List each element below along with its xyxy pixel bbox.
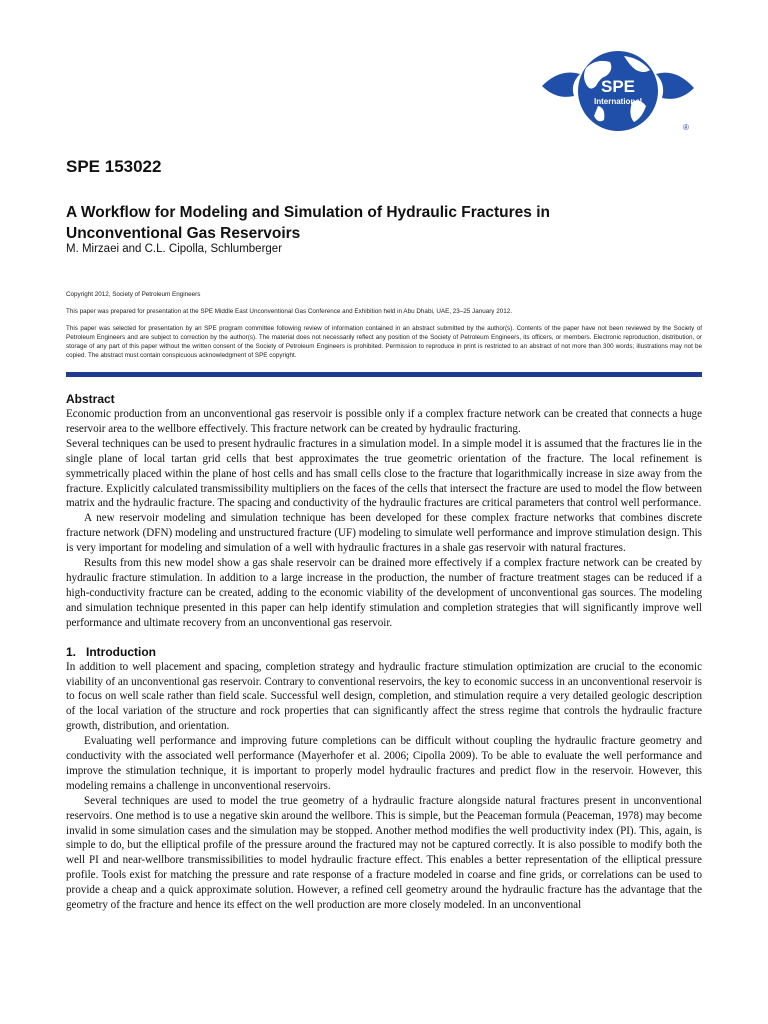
review-disclaimer: This paper was selected for presentation by an SPE program committee following review of information contained in an abstract submitted by the author(s). Contents of the paper have not been reviewed by the Society of Petroleum Engineers and are subject to correction by the author(s). The material does not necessarily reflect any position of the Society of Petroleum Engineers, its officers, or members. Electronic reproduction, distribution, or storage of any part of this paper without the written consent of the Society of Petroleum Engineers is prohibited. Permission to reproduce in print is restricted to an abstract of not more than 300 words; illustrations may not be copied. The abstract must contain conspicuous acknowledgment of SPE copyright. — [66, 325, 702, 359]
abstract-paragraph: Results from this new model show a gas shale reservoir can be drained more effectively if a complex fracture network can be created by hydraulic fracture stimulation. In addition to a large increase in the production, the number of fracture treatment stages can be reduced if a high-conductivity fracture can be created, adding to the economic viability of the development of unconventional gas sources. The modeling and simulation technique presented in this paper can help identify stimulation and completion strategies that will significantly improve well performance and ultimate recovery from an unconventional gas reservoir. — [66, 557, 702, 629]
paper-authors: M. Mirzaei and C.L. Cipolla, Schlumberger — [66, 243, 283, 255]
copyright-line: Copyright 2012, Society of Petroleum Engineers — [66, 291, 201, 298]
logo-spe-text: SPE — [600, 77, 636, 96]
paper-title: A Workflow for Modeling and Simulation of Hydraulic Fractures in Unconventional Gas Reservoirs — [66, 204, 550, 242]
spe-international-logo — [540, 48, 696, 134]
introduction-paragraph: Several techniques are used to model the true geometry of a hydraulic fracture alongside natural fractures present in unconventional reservoirs. One method is to use a negative skin around the wellbore. This is simple, but the Peaceman formula (Peaceman, 1978) may become invalid in some simulation cases and the simulation may be stopped. Another method modifies the well productivity index (PI). This, again, is simple to do, but the elliptical profile of the pressure around the fractured may not be captured correctly. It is also possible to modify both the well PI and near-wellbore transmissibilities to model hydraulic fracture effect. This enables a better representation of the elliptical pressure profile. Tools exist for matching the pressure and rate response of a fracture modeled in coarse and fine grids, or correlations can be used to provide a cheap and a quick approximate solution. However, a refined cell geometry around the hydraulic fracture has the advantage that the geometry of the fracture and hence its effect on the well production are more closely modeled. In an unconventional — [66, 794, 702, 912]
abstract-paragraph: Several techniques can be used to present hydraulic fractures in a simulation model. In a simple model it is assumed that the fractures lie in the single plane of local tartan grid cells that best approximates the true geometric orientation of the fracture. The local refinement is symmetrically placed within the plane of host cells and has small cells close to the fracture that logarithmically increase in size away from the fracture. Explicitly calculated transmissibility multipliers on the faces of the cells that intersect the fracture are used to model the flow between matrix and the hydraulic fracture. The spacing and conductivity of the hydraulic fractures are critical parameters that control well performance. — [66, 437, 702, 510]
abstract-paragraph: Economic production from an unconventional gas reservoir is possible only if a complex fracture network can be created that connects a huge reservoir area to the wellbore effectively. This fracture network can be created by hydraulic fracturing. — [66, 408, 702, 435]
header-divider — [66, 372, 702, 377]
paper-body — [66, 392, 702, 913]
presentation-note: This paper was prepared for presentation at the SPE Middle East Unconventional Gas Conference and Exhibition held in Abu Dhabi, UAE, 23–25 January 2012. — [66, 308, 512, 315]
logo-international-text: International — [593, 97, 643, 106]
paper-number: SPE 153022 — [66, 157, 162, 176]
abstract-paragraph: A new reservoir modeling and simulation technique has been developed for these complex fracture networks that combines discrete fracture network (DFN) modeling and unstructured fracture (UF) modeling to simulate well performance and improve stimulation design. This is very important for modeling and simulation of a well with hydraulic fractures in a shale gas reservoir with natural fractures. — [66, 512, 702, 555]
introduction-paragraph: Evaluating well performance and improving future completions can be difficult without coupling the hydraulic fracture geometry and conductivity with the associated well performance (Mayerhofer et al. 2006; Cipolla 2009). To be able to evaluate the well performance and improve the stimulation technique, it is important to properly model hydraulic fractures and predict flow in the reservoir. However, this modeling remains a challenge in unconventional reservoirs. — [66, 735, 702, 792]
copyright-notice — [66, 290, 702, 368]
introduction-paragraph: In addition to well placement and spacing, completion strategy and hydraulic fracture stimulation optimization are crucial to the economic viability of an unconventional gas reservoir. Contrary to conventional reservoirs, the key to economic success in an unconventional reservoir is to focus on well scale rather than field scale. Successful well design, completion, and stimulation require a very detailed geologic description of the local variation of the structure and rock properties that can significantly affect the stress regime that controls the hydraulic fracture growth, distribution, and orientation. — [66, 660, 702, 733]
abstract-heading: Abstract — [66, 392, 115, 406]
logo-registered-mark: ® — [683, 123, 689, 132]
introduction-heading: 1. Introduction — [66, 644, 156, 659]
